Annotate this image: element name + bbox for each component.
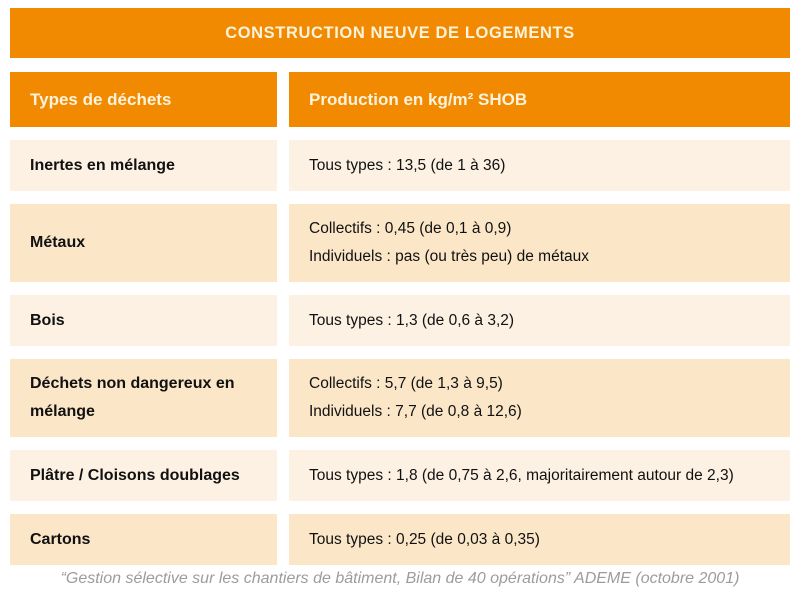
production-value-cell — [289, 204, 790, 282]
source-citation: “Gestion sélective sur les chantiers de bâtiment, Bilan de 40 opérations” ADEME (octobre 2001) — [60, 570, 740, 587]
waste-table — [10, 72, 790, 565]
column-header-production: Production en kg/m² SHOB — [289, 72, 790, 127]
production-line: Individuels : 7,7 (de 0,8 à 12,6) — [309, 403, 522, 420]
production-line: Collectifs : 0,45 (de 0,1 à 0,9) — [309, 220, 512, 237]
title-bar — [10, 8, 790, 58]
column-header-types: Types de déchets — [10, 72, 277, 127]
waste-type-cell: Métaux — [10, 204, 277, 282]
production-value-cell — [289, 514, 790, 565]
production-value-cell — [289, 295, 790, 346]
waste-type-cell: Déchets non dangereux en mélange — [10, 359, 277, 437]
production-line: Tous types : 1,3 (de 0,6 à 3,2) — [309, 311, 515, 329]
production-value-cell — [289, 359, 790, 437]
production-value-cell — [289, 140, 790, 191]
production-line: Collectifs : 5,7 (de 1,3 à 9,5) — [309, 375, 503, 392]
waste-type-cell: Inertes en mélange — [10, 140, 277, 191]
production-line: Tous types : 0,25 (de 0,03 à 0,35) — [309, 530, 540, 548]
waste-type-cell: Plâtre / Cloisons doublages — [10, 450, 277, 501]
production-line: Individuels : pas (ou très peu) de métaux — [309, 248, 590, 265]
page-title: CONSTRUCTION NEUVE DE LOGEMENTS — [225, 23, 575, 42]
waste-type-cell: Bois — [10, 295, 277, 346]
production-value-cell — [289, 450, 790, 501]
production-line: Tous types : 1,8 (de 0,75 à 2,6, majoritairement autour de 2,3) — [309, 466, 734, 484]
waste-type-cell: Cartons — [10, 514, 277, 565]
production-line: Tous types : 13,5 (de 1 à 36) — [309, 156, 506, 174]
